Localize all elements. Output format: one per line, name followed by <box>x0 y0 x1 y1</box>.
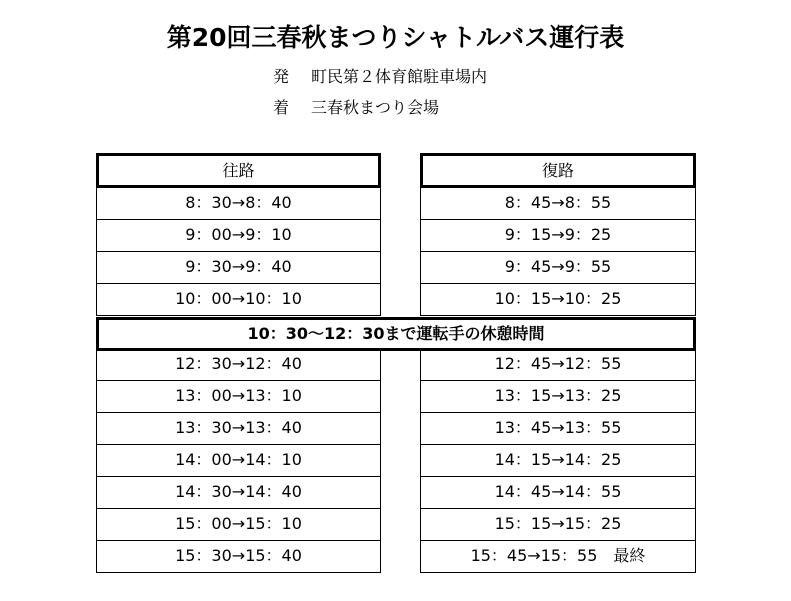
table-row: 9：45→9：55 <box>420 252 696 284</box>
table-row: 14：45→14：55 <box>420 477 696 509</box>
table-row: 13：30→13：40 <box>96 413 381 445</box>
table-row: 15：15→15：25 <box>420 509 696 541</box>
table-row: 14：00→14：10 <box>96 445 381 477</box>
arrival-place: 三春秋まつり会場 <box>311 98 440 117</box>
arrival-tag: 着 <box>273 98 290 117</box>
table-row: 8：30→8：40 <box>96 188 381 220</box>
departure-place: 町民第２体育館駐車場内 <box>311 67 488 86</box>
departure-tag: 発 <box>273 67 290 86</box>
table-row: 10：00→10：10 <box>96 284 381 316</box>
table-row: 12：45→12：55 <box>420 349 696 381</box>
table-row: 9：00→9：10 <box>96 220 381 252</box>
table-row: 13：00→13：10 <box>96 381 381 413</box>
table-row: 15：30→15：40 <box>96 541 381 573</box>
outbound-header: 往路 <box>96 153 381 188</box>
outbound-table <box>96 153 381 573</box>
return-table <box>420 153 696 573</box>
driver-break-notice: 10：30～12：30まで運転手の休憩時間 <box>96 317 696 351</box>
arrival-line <box>273 95 439 118</box>
page-title: 第20回三春秋まつりシャトルバス運行表 <box>166 23 625 52</box>
table-row: 8：45→8：55 <box>420 188 696 220</box>
table-row: 10：15→10：25 <box>420 284 696 316</box>
table-row: 12：30→12：40 <box>96 349 381 381</box>
return-header: 復路 <box>420 153 696 188</box>
departure-line <box>273 64 487 87</box>
table-row: 9：30→9：40 <box>96 252 381 284</box>
table-row: 13：15→13：25 <box>420 381 696 413</box>
table-row: 14：30→14：40 <box>96 477 381 509</box>
table-row: 13：45→13：55 <box>420 413 696 445</box>
table-row: 14：15→14：25 <box>420 445 696 477</box>
table-row: 9：15→9：25 <box>420 220 696 252</box>
table-row: 15：45→15：55 最終 <box>420 541 696 573</box>
table-row: 15：00→15：10 <box>96 509 381 541</box>
